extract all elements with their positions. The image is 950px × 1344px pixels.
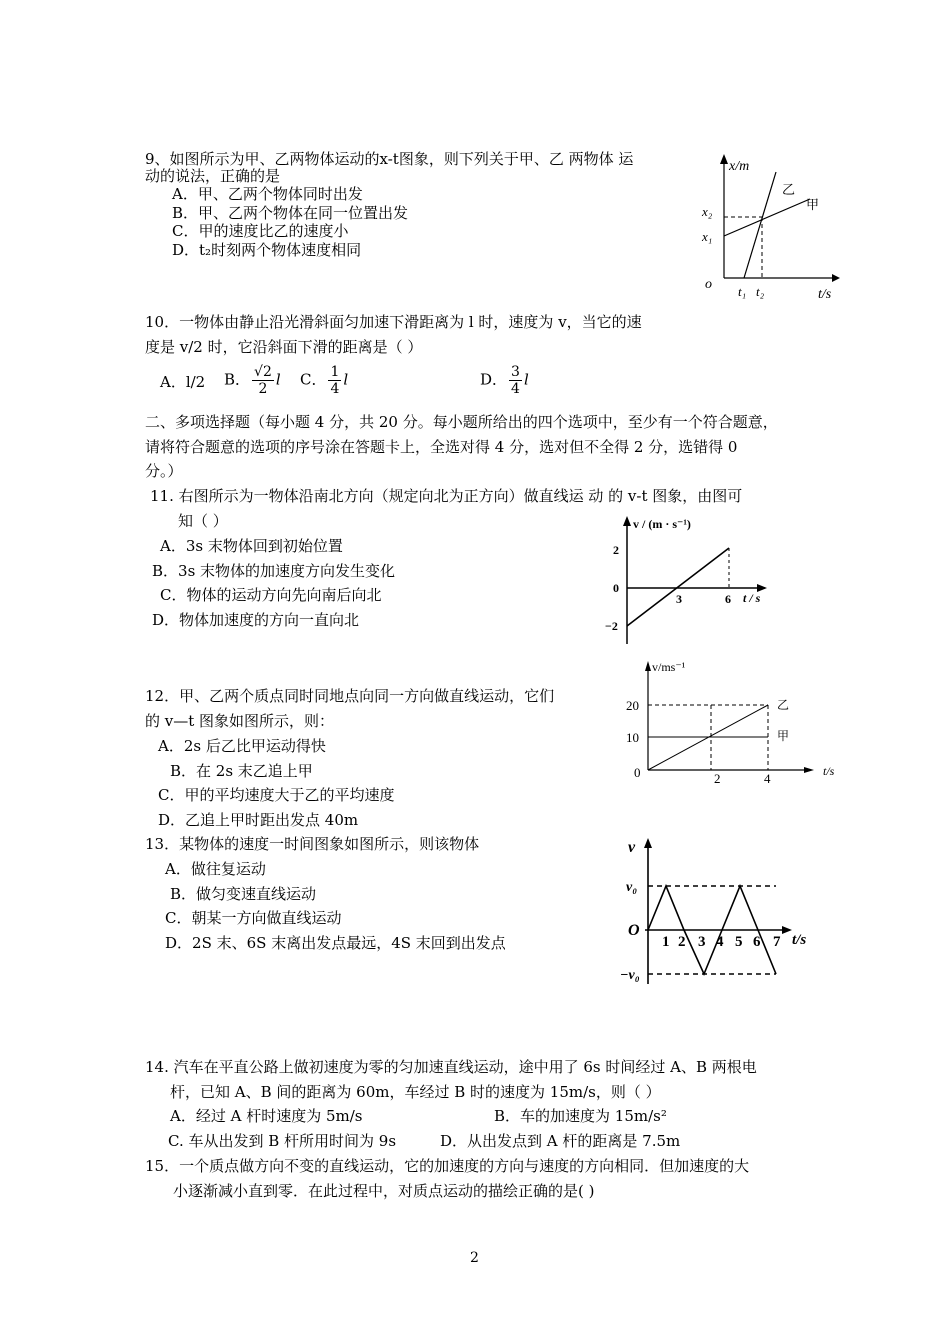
q12-x2: 2 xyxy=(714,771,721,786)
q14-option-b[interactable]: B．车的加速度为 15m/s² xyxy=(494,1107,667,1125)
q10-frac-c-num: 1 xyxy=(330,364,340,380)
q10-option-d-label: D． xyxy=(480,370,508,389)
q11-y-zero: 0 xyxy=(613,581,619,595)
q13-tick-5: 5 xyxy=(735,934,743,950)
q14-stem-2: 杆，已知 A、B 间的距离为 60m，车经过 B 时的速度为 15m/s，则（ ） xyxy=(170,1083,661,1101)
q13-x-arrow xyxy=(782,926,792,934)
page-number: 2 xyxy=(470,1250,479,1266)
q9-stem: 9、如图所示为甲、乙两物体运动的x-t图象，则下列关于甲、乙 两物体 运 xyxy=(145,150,634,168)
q9-t2-label: t₂ xyxy=(756,284,765,299)
q10-option-d[interactable] xyxy=(480,364,529,397)
q14-option-c[interactable]: C. 车从出发到 B 杆所用时间为 9s xyxy=(168,1132,397,1150)
q13-xlabel: t/s xyxy=(792,932,807,948)
q11-option-d[interactable]: D．物体加速度的方向一直向北 xyxy=(152,611,360,629)
q12-option-a[interactable]: A．2s 后乙比甲运动得快 xyxy=(158,737,326,755)
q9-label-jia: 甲 xyxy=(806,197,820,212)
q13-y-arrow xyxy=(644,838,652,848)
q11-y-arrow xyxy=(623,516,631,526)
q10-frac-d-num: 3 xyxy=(511,364,520,380)
q12-x-arrow xyxy=(804,767,814,773)
q10-option-a[interactable]: A．l/2 xyxy=(160,373,206,391)
q10-var-l-d: l xyxy=(523,370,529,389)
q10-var-l-c: l xyxy=(343,370,349,389)
q13-option-b[interactable]: B．做匀变速直线运动 xyxy=(170,885,317,903)
q9-x1-label: x₁ xyxy=(702,229,713,244)
q10-frac-d-den: 4 xyxy=(511,381,520,397)
q11-option-b[interactable]: B．3s 末物体的加速度方向发生变化 xyxy=(152,562,396,580)
q9-label-yi: 乙 xyxy=(782,182,796,197)
q10-frac-d xyxy=(509,364,522,397)
q11-stem: 11. 右图所示为一物体沿南北方向（规定向北为正方向）做直线运 动 的 v-t 图象，由图可 xyxy=(150,487,743,505)
q11-vt-graph xyxy=(605,512,780,652)
q9-option-c[interactable]: C．甲的速度比乙的速度小 xyxy=(172,222,349,240)
q9-x-arrow xyxy=(832,274,840,282)
q10-option-b-label: B． xyxy=(224,370,251,389)
q13-stem: 13．某物体的速度一时间图象如图所示，则该物体 xyxy=(145,835,480,853)
q10-frac-c xyxy=(328,364,341,397)
q9-stem-2: 动的说法，正确的是 xyxy=(145,167,281,185)
q9-option-d[interactable]: D．t₂时刻两个物体速度相同 xyxy=(172,241,362,259)
q10-stem-2: 度是 v/2 时，它沿斜面下滑的距离是（ ） xyxy=(145,338,423,356)
section2-line3: 分。） xyxy=(145,462,183,480)
q11-ylabel: v / (m · s⁻¹) xyxy=(633,517,691,531)
q11-velocity-line xyxy=(627,548,729,626)
q15-stem-2: 小逐渐减小直到零．在此过程中，对质点运动的描绘正确的是( ) xyxy=(173,1182,595,1200)
q9-y-arrow xyxy=(720,154,728,164)
q12-vt-graph xyxy=(620,655,840,790)
q14-option-d[interactable]: D．从出发点到 A 杆的距离是 7.5m xyxy=(440,1132,681,1150)
q9-option-a[interactable]: A．甲、乙两个物体同时出发 xyxy=(172,185,363,203)
q11-option-a[interactable]: A．3s 末物体回到初始位置 xyxy=(160,537,343,555)
q11-y-top: 2 xyxy=(613,543,619,557)
q12-ylabel: v/ms⁻¹ xyxy=(652,660,686,674)
q11-y-bottom: −2 xyxy=(605,619,618,633)
q9-xlabel: t/s xyxy=(818,287,832,302)
q9-x2-label: x₂ xyxy=(702,204,713,219)
q10-frac-b-num: √2 xyxy=(254,364,272,380)
q12-label-yi: 乙 xyxy=(777,698,790,712)
q12-option-c[interactable]: C．甲的平均速度大于乙的平均速度 xyxy=(158,786,395,804)
section2-line2: 请将符合题意的选项的序号涂在答题卡上，全选对得 4 分，选对但不全得 2 分，选错得 0 xyxy=(145,438,738,456)
q11-x6: 6 xyxy=(725,592,731,606)
q10-frac-b xyxy=(252,364,274,397)
q14-option-a[interactable]: A．经过 A 杆时速度为 5m/s xyxy=(170,1107,363,1125)
q13-v0-label: v₀ xyxy=(626,880,638,895)
q9-t1-label: t₁ xyxy=(738,284,747,299)
q10-frac-b-den: 2 xyxy=(258,381,268,397)
q10-stem: 10．一物体由静止沿光滑斜面匀加速下滑距离为 l 时，速度为 v，当它的速 xyxy=(145,313,642,331)
q13-tick-6: 6 xyxy=(753,934,761,950)
q11-stem-2: 知（ ） xyxy=(178,512,228,530)
q13-ylabel: v xyxy=(628,839,636,856)
q12-y-arrow xyxy=(645,661,651,671)
q12-option-b[interactable]: B．在 2s 末乙追上甲 xyxy=(170,762,313,780)
q13-tick-4: 4 xyxy=(716,934,724,950)
q9-xt-graph xyxy=(700,148,850,308)
q12-stem-2: 的 v—t 图象如图所示，则： xyxy=(145,712,335,730)
q12-stem: 12．甲、乙两个质点同时同地点向同一方向做直线运动，它们 xyxy=(145,687,555,705)
q10-option-b[interactable] xyxy=(224,364,281,397)
q13-option-d[interactable]: D．2S 末、6S 末离出发点最远，4S 末回到出发点 xyxy=(165,934,506,952)
q12-y10: 10 xyxy=(626,730,639,745)
q11-xlabel: t / s xyxy=(743,591,761,605)
q13-option-a[interactable]: A．做往复运动 xyxy=(165,860,266,878)
q13-tick-3: 3 xyxy=(698,934,706,950)
q12-label-jia: 甲 xyxy=(777,729,790,743)
q13-origin: O xyxy=(628,922,640,939)
q9-origin: o xyxy=(705,277,712,292)
q12-y0: 0 xyxy=(634,765,641,780)
q11-x3: 3 xyxy=(676,592,682,606)
q13-neg-v0-label: −v₀ xyxy=(620,968,640,983)
q12-xlabel: t/s xyxy=(823,764,835,778)
q9-line-jia xyxy=(724,199,810,236)
q14-stem: 14. 汽车在平直公路上做初速度为零的匀加速直线运动，途中用了 6s 时间经过 A、B 两根电 xyxy=(145,1058,757,1076)
q12-x4: 4 xyxy=(764,771,771,786)
section2-line1: 二、多项选择题（每小题 4 分，共 20 分。每小题所给出的四个选项中，至少有一个符合题意， xyxy=(145,413,778,431)
q10-var-l-b: l xyxy=(275,370,281,389)
q9-option-b[interactable]: B．甲、乙两个物体在同一位置出发 xyxy=(172,204,409,222)
q10-frac-c-den: 4 xyxy=(330,381,340,397)
q10-option-c[interactable] xyxy=(300,364,348,397)
q13-option-c[interactable]: C．朝某一方向做直线运动 xyxy=(165,909,342,927)
q13-vt-graph xyxy=(620,832,850,992)
q13-tick-1: 1 xyxy=(662,934,670,950)
q15-stem: 15．一个质点做方向不变的直线运动，它的加速度的方向与速度的方向相同．但加速度的大 xyxy=(145,1157,750,1175)
q12-option-d[interactable]: D．乙追上甲时距出发点 40m xyxy=(158,811,359,829)
q9-ylabel: x/m xyxy=(729,159,750,174)
q11-option-c[interactable]: C．物体的运动方向先向南后向北 xyxy=(160,586,382,604)
q10-option-c-label: C． xyxy=(300,370,327,389)
q13-tick-2: 2 xyxy=(678,934,686,950)
q13-tick-7: 7 xyxy=(773,934,781,950)
q12-y20: 20 xyxy=(626,698,639,713)
